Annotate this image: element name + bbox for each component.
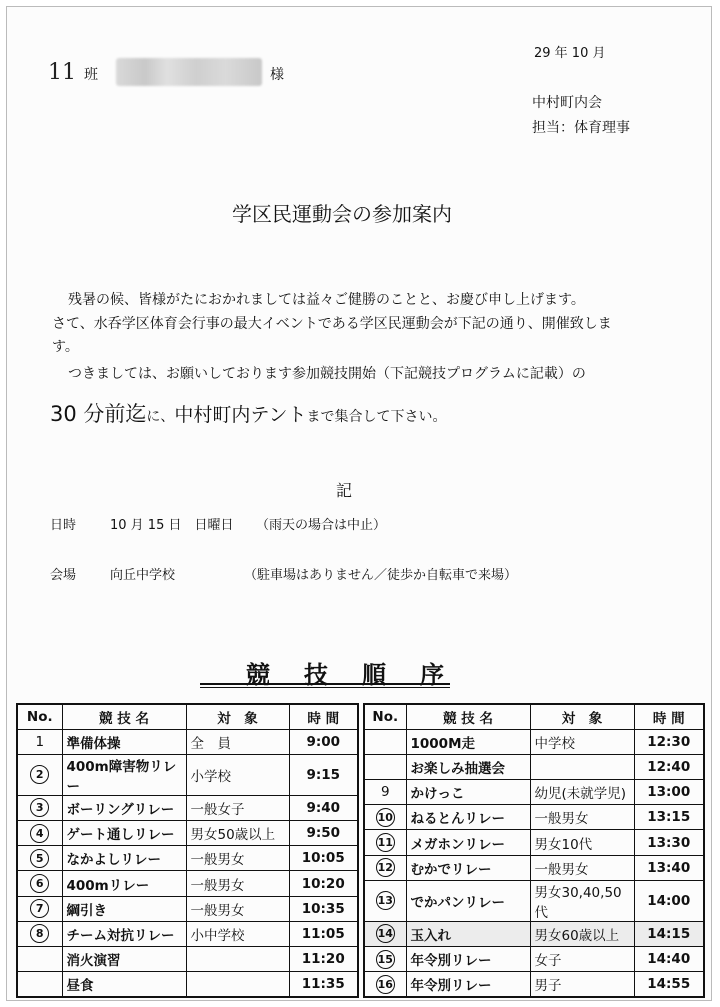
event-number bbox=[364, 921, 406, 946]
event-name: お楽しみ抽選会 bbox=[406, 754, 530, 779]
table-row bbox=[364, 805, 704, 830]
header-no: No. bbox=[17, 704, 62, 729]
header-target: 対 象 bbox=[530, 704, 634, 729]
circled-number: 2 bbox=[30, 765, 49, 784]
circled-number: 4 bbox=[30, 824, 49, 843]
table-row bbox=[364, 947, 704, 972]
event-target: 全 員 bbox=[186, 729, 289, 754]
table-row bbox=[364, 972, 704, 997]
event-name: かけっこ bbox=[406, 780, 530, 805]
table-row bbox=[364, 921, 704, 946]
event-time: 12:40 bbox=[634, 754, 704, 779]
group-suffix: 班 bbox=[84, 67, 98, 83]
table-row bbox=[17, 972, 358, 997]
circled-number: 14 bbox=[376, 924, 395, 943]
table-row bbox=[17, 729, 358, 754]
event-number bbox=[364, 729, 406, 754]
event-number bbox=[364, 880, 406, 921]
event-name: 準備体操 bbox=[62, 729, 186, 754]
assembly-instruction bbox=[50, 398, 446, 428]
venue-note: （駐車場はありません／徒歩か自転車で来場） bbox=[244, 568, 518, 583]
circled-number: 6 bbox=[30, 874, 49, 893]
event-number bbox=[17, 821, 62, 846]
event-target: 一般男女 bbox=[530, 855, 634, 880]
event-target: 一般男女 bbox=[186, 871, 289, 896]
header-target: 対 象 bbox=[186, 704, 289, 729]
contact-person: 担当：体育理事 bbox=[532, 120, 630, 136]
date-label: 日時 bbox=[50, 518, 77, 533]
body-paragraph-2-line-1: さて、水呑学区体育会行事の最大イベントである学区民運動会が下記の通り、開催致しま bbox=[52, 316, 612, 332]
event-number bbox=[364, 972, 406, 997]
event-target: 男女10代 bbox=[530, 830, 634, 855]
event-name: メガホンリレー bbox=[406, 830, 530, 855]
event-number bbox=[17, 947, 62, 972]
event-name: 年令別リレー bbox=[406, 947, 530, 972]
body-paragraph-3: つきましては、お願いしております参加競技開始（下記競技プログラムに記載）の bbox=[68, 366, 586, 382]
event-time: 11:20 bbox=[289, 947, 358, 972]
event-target: 男女30,40,50代 bbox=[530, 880, 634, 921]
event-target: 中学校 bbox=[530, 729, 634, 754]
event-time: 14:55 bbox=[634, 972, 704, 997]
event-target bbox=[186, 972, 289, 997]
event-target: 一般男女 bbox=[186, 896, 289, 921]
body-paragraph-2-line-2: す。 bbox=[52, 339, 79, 355]
redacted-name bbox=[116, 58, 262, 86]
event-number bbox=[17, 896, 62, 921]
header-time: 時 間 bbox=[289, 704, 358, 729]
event-number bbox=[17, 729, 62, 754]
event-number bbox=[364, 805, 406, 830]
table-row bbox=[17, 795, 358, 820]
event-target: 男女60歳以上 bbox=[530, 921, 634, 946]
circled-number: 3 bbox=[30, 798, 49, 817]
event-number bbox=[17, 921, 62, 946]
recipient-suffix: 様 bbox=[270, 67, 284, 83]
circled-number: 15 bbox=[376, 950, 395, 969]
event-name: なかよしリレー bbox=[62, 846, 186, 871]
program-table-right bbox=[363, 703, 705, 998]
table-row bbox=[364, 830, 704, 855]
table-row bbox=[17, 821, 358, 846]
assembly-place: 中村町内テント bbox=[174, 404, 307, 426]
event-name: ねるとんリレー bbox=[406, 805, 530, 830]
event-name: 玉入れ bbox=[406, 921, 530, 946]
header-event-name: 競 技 名 bbox=[406, 704, 530, 729]
circled-number: 5 bbox=[30, 849, 49, 868]
event-number-text: 9 bbox=[380, 784, 390, 801]
event-time: 11:35 bbox=[289, 972, 358, 997]
event-target: 小学校 bbox=[186, 754, 289, 795]
event-name: 消火演習 bbox=[62, 947, 186, 972]
event-name: 綱引き bbox=[62, 896, 186, 921]
table-row bbox=[17, 871, 358, 896]
date-value: 10 月 15 日 日曜日 bbox=[110, 518, 234, 533]
event-target: 一般男女 bbox=[530, 805, 634, 830]
ki-marker: 記 bbox=[336, 481, 353, 500]
event-name: チーム対抗リレー bbox=[62, 921, 186, 946]
circled-number: 8 bbox=[30, 924, 49, 943]
event-target: 小中学校 bbox=[186, 921, 289, 946]
header-no: No. bbox=[364, 704, 406, 729]
table-header-row bbox=[17, 704, 358, 729]
event-name: むかでリレー bbox=[406, 855, 530, 880]
event-time: 14:00 bbox=[634, 880, 704, 921]
event-time: 13:40 bbox=[634, 855, 704, 880]
event-target bbox=[186, 947, 289, 972]
event-time: 11:05 bbox=[289, 921, 358, 946]
event-target bbox=[530, 754, 634, 779]
event-name: でかパンリレー bbox=[406, 880, 530, 921]
heading-underline-thin bbox=[200, 687, 450, 688]
event-name: 400m障害物リレー bbox=[62, 754, 186, 795]
event-time: 9:15 bbox=[289, 754, 358, 795]
event-number bbox=[17, 846, 62, 871]
event-time: 13:30 bbox=[634, 830, 704, 855]
heading-underline bbox=[200, 683, 450, 685]
table-row bbox=[17, 921, 358, 946]
event-number bbox=[17, 754, 62, 795]
table-row bbox=[17, 896, 358, 921]
circled-number: 7 bbox=[30, 899, 49, 918]
event-time: 10:35 bbox=[289, 896, 358, 921]
assembly-particle: に、 bbox=[146, 409, 175, 425]
event-target: 一般男女 bbox=[186, 846, 289, 871]
event-time: 13:15 bbox=[634, 805, 704, 830]
circled-number: 11 bbox=[376, 833, 395, 852]
event-time: 9:40 bbox=[289, 795, 358, 820]
event-time: 9:50 bbox=[289, 821, 358, 846]
event-time: 14:40 bbox=[634, 947, 704, 972]
program-table-left bbox=[16, 703, 359, 998]
event-name: ゲート通しリレー bbox=[62, 821, 186, 846]
event-name: ボーリングリレー bbox=[62, 795, 186, 820]
date-note: （雨天の場合は中止） bbox=[256, 518, 387, 533]
event-time: 10:05 bbox=[289, 846, 358, 871]
event-number bbox=[17, 795, 62, 820]
event-target: 男子 bbox=[530, 972, 634, 997]
header-time: 時 間 bbox=[634, 704, 704, 729]
group-number: 11 bbox=[48, 60, 76, 85]
event-number-text: 1 bbox=[35, 733, 45, 750]
table-row bbox=[364, 754, 704, 779]
document-date: 29 年 10 月 bbox=[534, 46, 606, 61]
event-number bbox=[364, 754, 406, 779]
document-title: 学区民運動会の参加案内 bbox=[232, 202, 452, 226]
event-time: 9:00 bbox=[289, 729, 358, 754]
event-number bbox=[17, 871, 62, 896]
table-row bbox=[17, 846, 358, 871]
event-number bbox=[364, 947, 406, 972]
event-time: 12:30 bbox=[634, 729, 704, 754]
event-number bbox=[364, 855, 406, 880]
header-event-name: 競 技 名 bbox=[62, 704, 186, 729]
event-time: 13:00 bbox=[634, 780, 704, 805]
event-target: 一般女子 bbox=[186, 795, 289, 820]
circled-number: 12 bbox=[376, 858, 395, 877]
table-row bbox=[17, 754, 358, 795]
body-paragraph-1: 残暑の候、皆様がたにおかれましては益々ご健勝のことと、お慶び申し上げます。 bbox=[68, 292, 585, 308]
table-row bbox=[364, 855, 704, 880]
table-row bbox=[364, 729, 704, 754]
event-time: 10:20 bbox=[289, 871, 358, 896]
event-name: 400mリレー bbox=[62, 871, 186, 896]
table-row bbox=[17, 947, 358, 972]
venue-label: 会場 bbox=[50, 568, 77, 583]
venue-value: 向丘中学校 bbox=[110, 568, 176, 583]
event-target: 女子 bbox=[530, 947, 634, 972]
event-name: 1000M走 bbox=[406, 729, 530, 754]
event-target: 幼児(未就学児) bbox=[530, 780, 634, 805]
event-time: 14:15 bbox=[634, 921, 704, 946]
circled-number: 13 bbox=[376, 891, 395, 910]
program-heading-text: 競技順序 bbox=[246, 661, 478, 689]
event-target: 男女50歳以上 bbox=[186, 821, 289, 846]
event-number bbox=[17, 972, 62, 997]
table-row bbox=[364, 880, 704, 921]
table-row bbox=[364, 780, 704, 805]
organization: 中村町内会 bbox=[532, 95, 602, 111]
circled-number: 16 bbox=[376, 975, 395, 994]
assembly-time: 30 分前迄 bbox=[50, 402, 147, 426]
program-heading bbox=[200, 655, 478, 689]
assembly-ending: まで集合して下さい。 bbox=[306, 409, 447, 425]
event-number bbox=[364, 780, 406, 805]
table-header-row bbox=[364, 704, 704, 729]
event-name: 年令別リレー bbox=[406, 972, 530, 997]
event-number bbox=[364, 830, 406, 855]
circled-number: 10 bbox=[376, 808, 395, 827]
event-name: 昼食 bbox=[62, 972, 186, 997]
